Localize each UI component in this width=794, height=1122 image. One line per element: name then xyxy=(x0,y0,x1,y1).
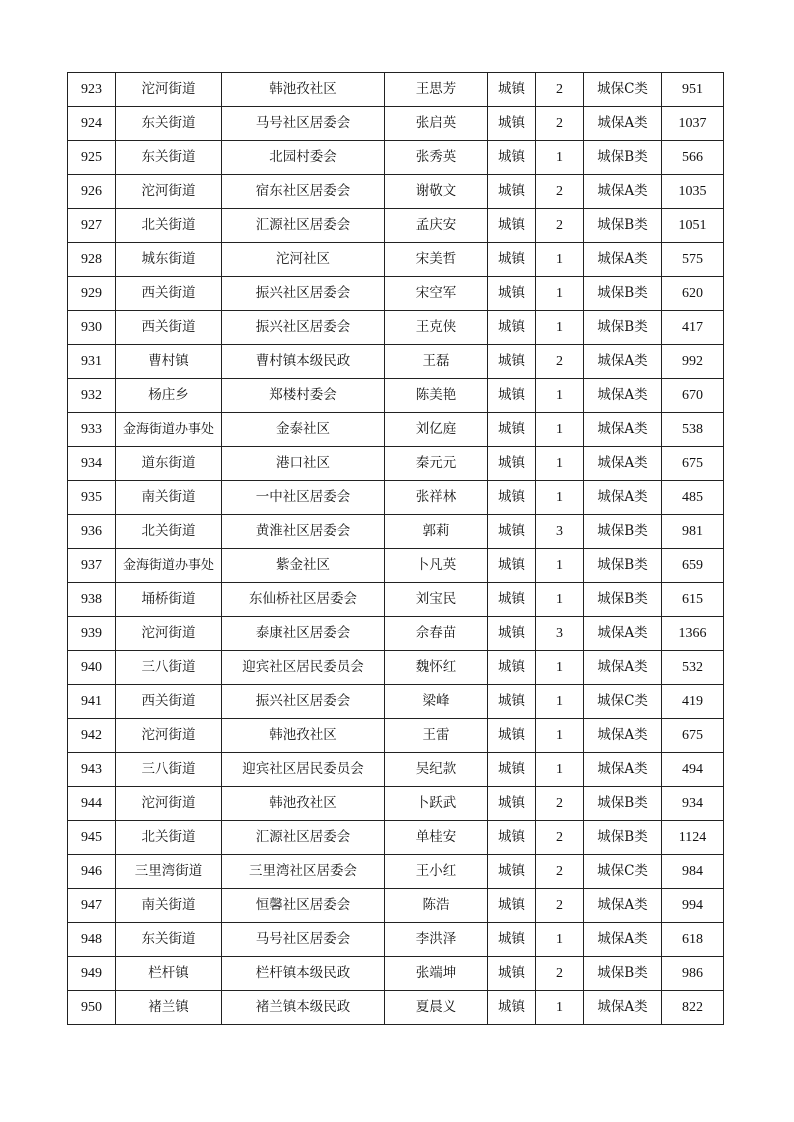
area-type-cell: 城镇 xyxy=(488,345,536,379)
area-type-cell: 城镇 xyxy=(488,855,536,889)
name-cell: 吴纪款 xyxy=(385,753,488,787)
name-cell: 卜跃武 xyxy=(385,787,488,821)
amount-cell: 1037 xyxy=(662,107,724,141)
name-cell: 宋美哲 xyxy=(385,243,488,277)
category-cell: 城保A类 xyxy=(584,107,662,141)
household-size-cell: 2 xyxy=(536,787,584,821)
street-cell: 西关街道 xyxy=(116,311,222,345)
table-row xyxy=(68,515,724,549)
community-cell: 迎宾社区居民委员会 xyxy=(222,753,385,787)
street-cell: 西关街道 xyxy=(116,685,222,719)
area-type-cell: 城镇 xyxy=(488,821,536,855)
area-type-cell: 城镇 xyxy=(488,481,536,515)
amount-cell: 532 xyxy=(662,651,724,685)
row-number: 926 xyxy=(68,175,116,209)
street-cell: 东关街道 xyxy=(116,141,222,175)
table-row xyxy=(68,617,724,651)
area-type-cell: 城镇 xyxy=(488,957,536,991)
area-type-cell: 城镇 xyxy=(488,549,536,583)
area-type-cell: 城镇 xyxy=(488,107,536,141)
community-cell: 韩池孜社区 xyxy=(222,719,385,753)
street-cell: 沱河街道 xyxy=(116,787,222,821)
row-number: 946 xyxy=(68,855,116,889)
name-cell: 张启英 xyxy=(385,107,488,141)
table-row xyxy=(68,549,724,583)
amount-cell: 992 xyxy=(662,345,724,379)
table-row xyxy=(68,923,724,957)
area-type-cell: 城镇 xyxy=(488,141,536,175)
category-cell: 城保B类 xyxy=(584,957,662,991)
name-cell: 梁峰 xyxy=(385,685,488,719)
household-size-cell: 1 xyxy=(536,719,584,753)
category-cell: 城保A类 xyxy=(584,345,662,379)
table-row xyxy=(68,107,724,141)
street-cell: 东关街道 xyxy=(116,107,222,141)
category-cell: 城保A类 xyxy=(584,753,662,787)
table-row xyxy=(68,413,724,447)
community-cell: 振兴社区居委会 xyxy=(222,685,385,719)
amount-cell: 951 xyxy=(662,73,724,107)
name-cell: 李洪泽 xyxy=(385,923,488,957)
amount-cell: 659 xyxy=(662,549,724,583)
table-row xyxy=(68,753,724,787)
area-type-cell: 城镇 xyxy=(488,719,536,753)
household-size-cell: 3 xyxy=(536,515,584,549)
household-size-cell: 1 xyxy=(536,549,584,583)
amount-cell: 1051 xyxy=(662,209,724,243)
household-size-cell: 1 xyxy=(536,141,584,175)
area-type-cell: 城镇 xyxy=(488,447,536,481)
name-cell: 孟庆安 xyxy=(385,209,488,243)
household-size-cell: 1 xyxy=(536,583,584,617)
table-row xyxy=(68,277,724,311)
row-number: 933 xyxy=(68,413,116,447)
amount-cell: 994 xyxy=(662,889,724,923)
household-size-cell: 1 xyxy=(536,311,584,345)
row-number: 934 xyxy=(68,447,116,481)
category-cell: 城保A类 xyxy=(584,447,662,481)
household-size-cell: 2 xyxy=(536,821,584,855)
street-cell: 三八街道 xyxy=(116,753,222,787)
row-number: 937 xyxy=(68,549,116,583)
table-row xyxy=(68,821,724,855)
table-row xyxy=(68,719,724,753)
records-table xyxy=(67,72,724,1025)
name-cell: 张端坤 xyxy=(385,957,488,991)
amount-cell: 822 xyxy=(662,991,724,1025)
amount-cell: 675 xyxy=(662,447,724,481)
category-cell: 城保C类 xyxy=(584,685,662,719)
household-size-cell: 2 xyxy=(536,957,584,991)
row-number: 925 xyxy=(68,141,116,175)
amount-cell: 575 xyxy=(662,243,724,277)
street-cell: 沱河街道 xyxy=(116,719,222,753)
area-type-cell: 城镇 xyxy=(488,617,536,651)
table-row xyxy=(68,175,724,209)
community-cell: 栏杆镇本级民政 xyxy=(222,957,385,991)
category-cell: 城保C类 xyxy=(584,73,662,107)
street-cell: 三里湾街道 xyxy=(116,855,222,889)
area-type-cell: 城镇 xyxy=(488,991,536,1025)
amount-cell: 670 xyxy=(662,379,724,413)
area-type-cell: 城镇 xyxy=(488,379,536,413)
street-cell: 城东街道 xyxy=(116,243,222,277)
community-cell: 汇源社区居委会 xyxy=(222,821,385,855)
table-row xyxy=(68,787,724,821)
name-cell: 刘亿庭 xyxy=(385,413,488,447)
household-size-cell: 1 xyxy=(536,447,584,481)
table-row xyxy=(68,379,724,413)
name-cell: 佘春苗 xyxy=(385,617,488,651)
area-type-cell: 城镇 xyxy=(488,753,536,787)
category-cell: 城保A类 xyxy=(584,651,662,685)
amount-cell: 934 xyxy=(662,787,724,821)
row-number: 945 xyxy=(68,821,116,855)
table-row xyxy=(68,141,724,175)
area-type-cell: 城镇 xyxy=(488,277,536,311)
row-number: 928 xyxy=(68,243,116,277)
row-number: 941 xyxy=(68,685,116,719)
name-cell: 单桂安 xyxy=(385,821,488,855)
household-size-cell: 1 xyxy=(536,991,584,1025)
row-number: 923 xyxy=(68,73,116,107)
community-cell: 恒馨社区居委会 xyxy=(222,889,385,923)
area-type-cell: 城镇 xyxy=(488,923,536,957)
row-number: 931 xyxy=(68,345,116,379)
name-cell: 王磊 xyxy=(385,345,488,379)
row-number: 947 xyxy=(68,889,116,923)
amount-cell: 675 xyxy=(662,719,724,753)
area-type-cell: 城镇 xyxy=(488,889,536,923)
community-cell: 宿东社区居委会 xyxy=(222,175,385,209)
row-number: 929 xyxy=(68,277,116,311)
community-cell: 郑楼村委会 xyxy=(222,379,385,413)
amount-cell: 566 xyxy=(662,141,724,175)
amount-cell: 1035 xyxy=(662,175,724,209)
household-size-cell: 1 xyxy=(536,753,584,787)
street-cell: 杨庄乡 xyxy=(116,379,222,413)
table-row xyxy=(68,481,724,515)
street-cell: 北关街道 xyxy=(116,515,222,549)
street-cell: 栏杆镇 xyxy=(116,957,222,991)
row-number: 942 xyxy=(68,719,116,753)
community-cell: 马号社区居委会 xyxy=(222,923,385,957)
street-cell: 金海街道办事处 xyxy=(116,413,222,447)
household-size-cell: 1 xyxy=(536,243,584,277)
amount-cell: 417 xyxy=(662,311,724,345)
amount-cell: 981 xyxy=(662,515,724,549)
street-cell: 三八街道 xyxy=(116,651,222,685)
category-cell: 城保A类 xyxy=(584,175,662,209)
household-size-cell: 1 xyxy=(536,923,584,957)
household-size-cell: 2 xyxy=(536,73,584,107)
amount-cell: 419 xyxy=(662,685,724,719)
community-cell: 北园村委会 xyxy=(222,141,385,175)
area-type-cell: 城镇 xyxy=(488,651,536,685)
table-row xyxy=(68,243,724,277)
row-number: 944 xyxy=(68,787,116,821)
street-cell: 南关街道 xyxy=(116,481,222,515)
name-cell: 王雷 xyxy=(385,719,488,753)
name-cell: 陈浩 xyxy=(385,889,488,923)
table-row xyxy=(68,73,724,107)
row-number: 932 xyxy=(68,379,116,413)
name-cell: 陈美艳 xyxy=(385,379,488,413)
name-cell: 张祥林 xyxy=(385,481,488,515)
category-cell: 城保B类 xyxy=(584,583,662,617)
category-cell: 城保B类 xyxy=(584,311,662,345)
household-size-cell: 1 xyxy=(536,379,584,413)
amount-cell: 1124 xyxy=(662,821,724,855)
community-cell: 港口社区 xyxy=(222,447,385,481)
table-row xyxy=(68,957,724,991)
community-cell: 三里湾社区居委会 xyxy=(222,855,385,889)
street-cell: 曹村镇 xyxy=(116,345,222,379)
household-size-cell: 2 xyxy=(536,345,584,379)
row-number: 935 xyxy=(68,481,116,515)
amount-cell: 986 xyxy=(662,957,724,991)
community-cell: 一中社区居委会 xyxy=(222,481,385,515)
community-cell: 东仙桥社区居委会 xyxy=(222,583,385,617)
category-cell: 城保B类 xyxy=(584,277,662,311)
table-row xyxy=(68,889,724,923)
table-row xyxy=(68,311,724,345)
row-number: 936 xyxy=(68,515,116,549)
table-row xyxy=(68,583,724,617)
household-size-cell: 1 xyxy=(536,651,584,685)
street-cell: 沱河街道 xyxy=(116,175,222,209)
community-cell: 韩池孜社区 xyxy=(222,73,385,107)
name-cell: 王小红 xyxy=(385,855,488,889)
street-cell: 沱河街道 xyxy=(116,617,222,651)
table-row xyxy=(68,447,724,481)
community-cell: 泰康社区居委会 xyxy=(222,617,385,651)
category-cell: 城保B类 xyxy=(584,141,662,175)
name-cell: 王克侠 xyxy=(385,311,488,345)
row-number: 943 xyxy=(68,753,116,787)
name-cell: 郭莉 xyxy=(385,515,488,549)
category-cell: 城保B类 xyxy=(584,787,662,821)
household-size-cell: 2 xyxy=(536,175,584,209)
name-cell: 卜凡英 xyxy=(385,549,488,583)
row-number: 927 xyxy=(68,209,116,243)
community-cell: 褚兰镇本级民政 xyxy=(222,991,385,1025)
category-cell: 城保B类 xyxy=(584,209,662,243)
category-cell: 城保A类 xyxy=(584,243,662,277)
name-cell: 魏怀红 xyxy=(385,651,488,685)
community-cell: 振兴社区居委会 xyxy=(222,311,385,345)
category-cell: 城保B类 xyxy=(584,821,662,855)
row-number: 949 xyxy=(68,957,116,991)
household-size-cell: 3 xyxy=(536,617,584,651)
amount-cell: 494 xyxy=(662,753,724,787)
street-cell: 南关街道 xyxy=(116,889,222,923)
category-cell: 城保B类 xyxy=(584,515,662,549)
row-number: 938 xyxy=(68,583,116,617)
community-cell: 马号社区居委会 xyxy=(222,107,385,141)
street-cell: 埇桥街道 xyxy=(116,583,222,617)
name-cell: 王思芳 xyxy=(385,73,488,107)
name-cell: 张秀英 xyxy=(385,141,488,175)
table-body xyxy=(68,73,724,1025)
category-cell: 城保A类 xyxy=(584,991,662,1025)
community-cell: 黄淮社区居委会 xyxy=(222,515,385,549)
category-cell: 城保A类 xyxy=(584,617,662,651)
street-cell: 沱河街道 xyxy=(116,73,222,107)
community-cell: 沱河社区 xyxy=(222,243,385,277)
street-cell: 东关街道 xyxy=(116,923,222,957)
street-cell: 北关街道 xyxy=(116,209,222,243)
household-size-cell: 2 xyxy=(536,107,584,141)
category-cell: 城保A类 xyxy=(584,413,662,447)
street-cell: 道东街道 xyxy=(116,447,222,481)
row-number: 939 xyxy=(68,617,116,651)
community-cell: 振兴社区居委会 xyxy=(222,277,385,311)
table-row xyxy=(68,991,724,1025)
name-cell: 夏晨义 xyxy=(385,991,488,1025)
household-size-cell: 2 xyxy=(536,209,584,243)
row-number: 940 xyxy=(68,651,116,685)
name-cell: 宋空军 xyxy=(385,277,488,311)
name-cell: 刘宝民 xyxy=(385,583,488,617)
category-cell: 城保A类 xyxy=(584,923,662,957)
table-row xyxy=(68,209,724,243)
household-size-cell: 1 xyxy=(536,685,584,719)
street-cell: 西关街道 xyxy=(116,277,222,311)
community-cell: 金泰社区 xyxy=(222,413,385,447)
household-size-cell: 2 xyxy=(536,889,584,923)
area-type-cell: 城镇 xyxy=(488,209,536,243)
table-row xyxy=(68,685,724,719)
amount-cell: 1366 xyxy=(662,617,724,651)
household-size-cell: 1 xyxy=(536,413,584,447)
street-cell: 北关街道 xyxy=(116,821,222,855)
area-type-cell: 城镇 xyxy=(488,243,536,277)
area-type-cell: 城镇 xyxy=(488,515,536,549)
street-cell: 金海街道办事处 xyxy=(116,549,222,583)
area-type-cell: 城镇 xyxy=(488,73,536,107)
category-cell: 城保C类 xyxy=(584,855,662,889)
name-cell: 秦元元 xyxy=(385,447,488,481)
category-cell: 城保A类 xyxy=(584,719,662,753)
category-cell: 城保A类 xyxy=(584,481,662,515)
household-size-cell: 1 xyxy=(536,481,584,515)
street-cell: 褚兰镇 xyxy=(116,991,222,1025)
community-cell: 曹村镇本级民政 xyxy=(222,345,385,379)
area-type-cell: 城镇 xyxy=(488,311,536,345)
table-row xyxy=(68,345,724,379)
row-number: 930 xyxy=(68,311,116,345)
household-size-cell: 2 xyxy=(536,855,584,889)
community-cell: 汇源社区居委会 xyxy=(222,209,385,243)
area-type-cell: 城镇 xyxy=(488,583,536,617)
community-cell: 韩池孜社区 xyxy=(222,787,385,821)
row-number: 948 xyxy=(68,923,116,957)
community-cell: 紫金社区 xyxy=(222,549,385,583)
name-cell: 谢敬文 xyxy=(385,175,488,209)
area-type-cell: 城镇 xyxy=(488,787,536,821)
category-cell: 城保A类 xyxy=(584,889,662,923)
community-cell: 迎宾社区居民委员会 xyxy=(222,651,385,685)
row-number: 950 xyxy=(68,991,116,1025)
row-number: 924 xyxy=(68,107,116,141)
amount-cell: 984 xyxy=(662,855,724,889)
amount-cell: 538 xyxy=(662,413,724,447)
area-type-cell: 城镇 xyxy=(488,685,536,719)
amount-cell: 615 xyxy=(662,583,724,617)
category-cell: 城保B类 xyxy=(584,549,662,583)
table-row xyxy=(68,855,724,889)
amount-cell: 620 xyxy=(662,277,724,311)
amount-cell: 485 xyxy=(662,481,724,515)
amount-cell: 618 xyxy=(662,923,724,957)
area-type-cell: 城镇 xyxy=(488,413,536,447)
household-size-cell: 1 xyxy=(536,277,584,311)
category-cell: 城保A类 xyxy=(584,379,662,413)
table-row xyxy=(68,651,724,685)
area-type-cell: 城镇 xyxy=(488,175,536,209)
